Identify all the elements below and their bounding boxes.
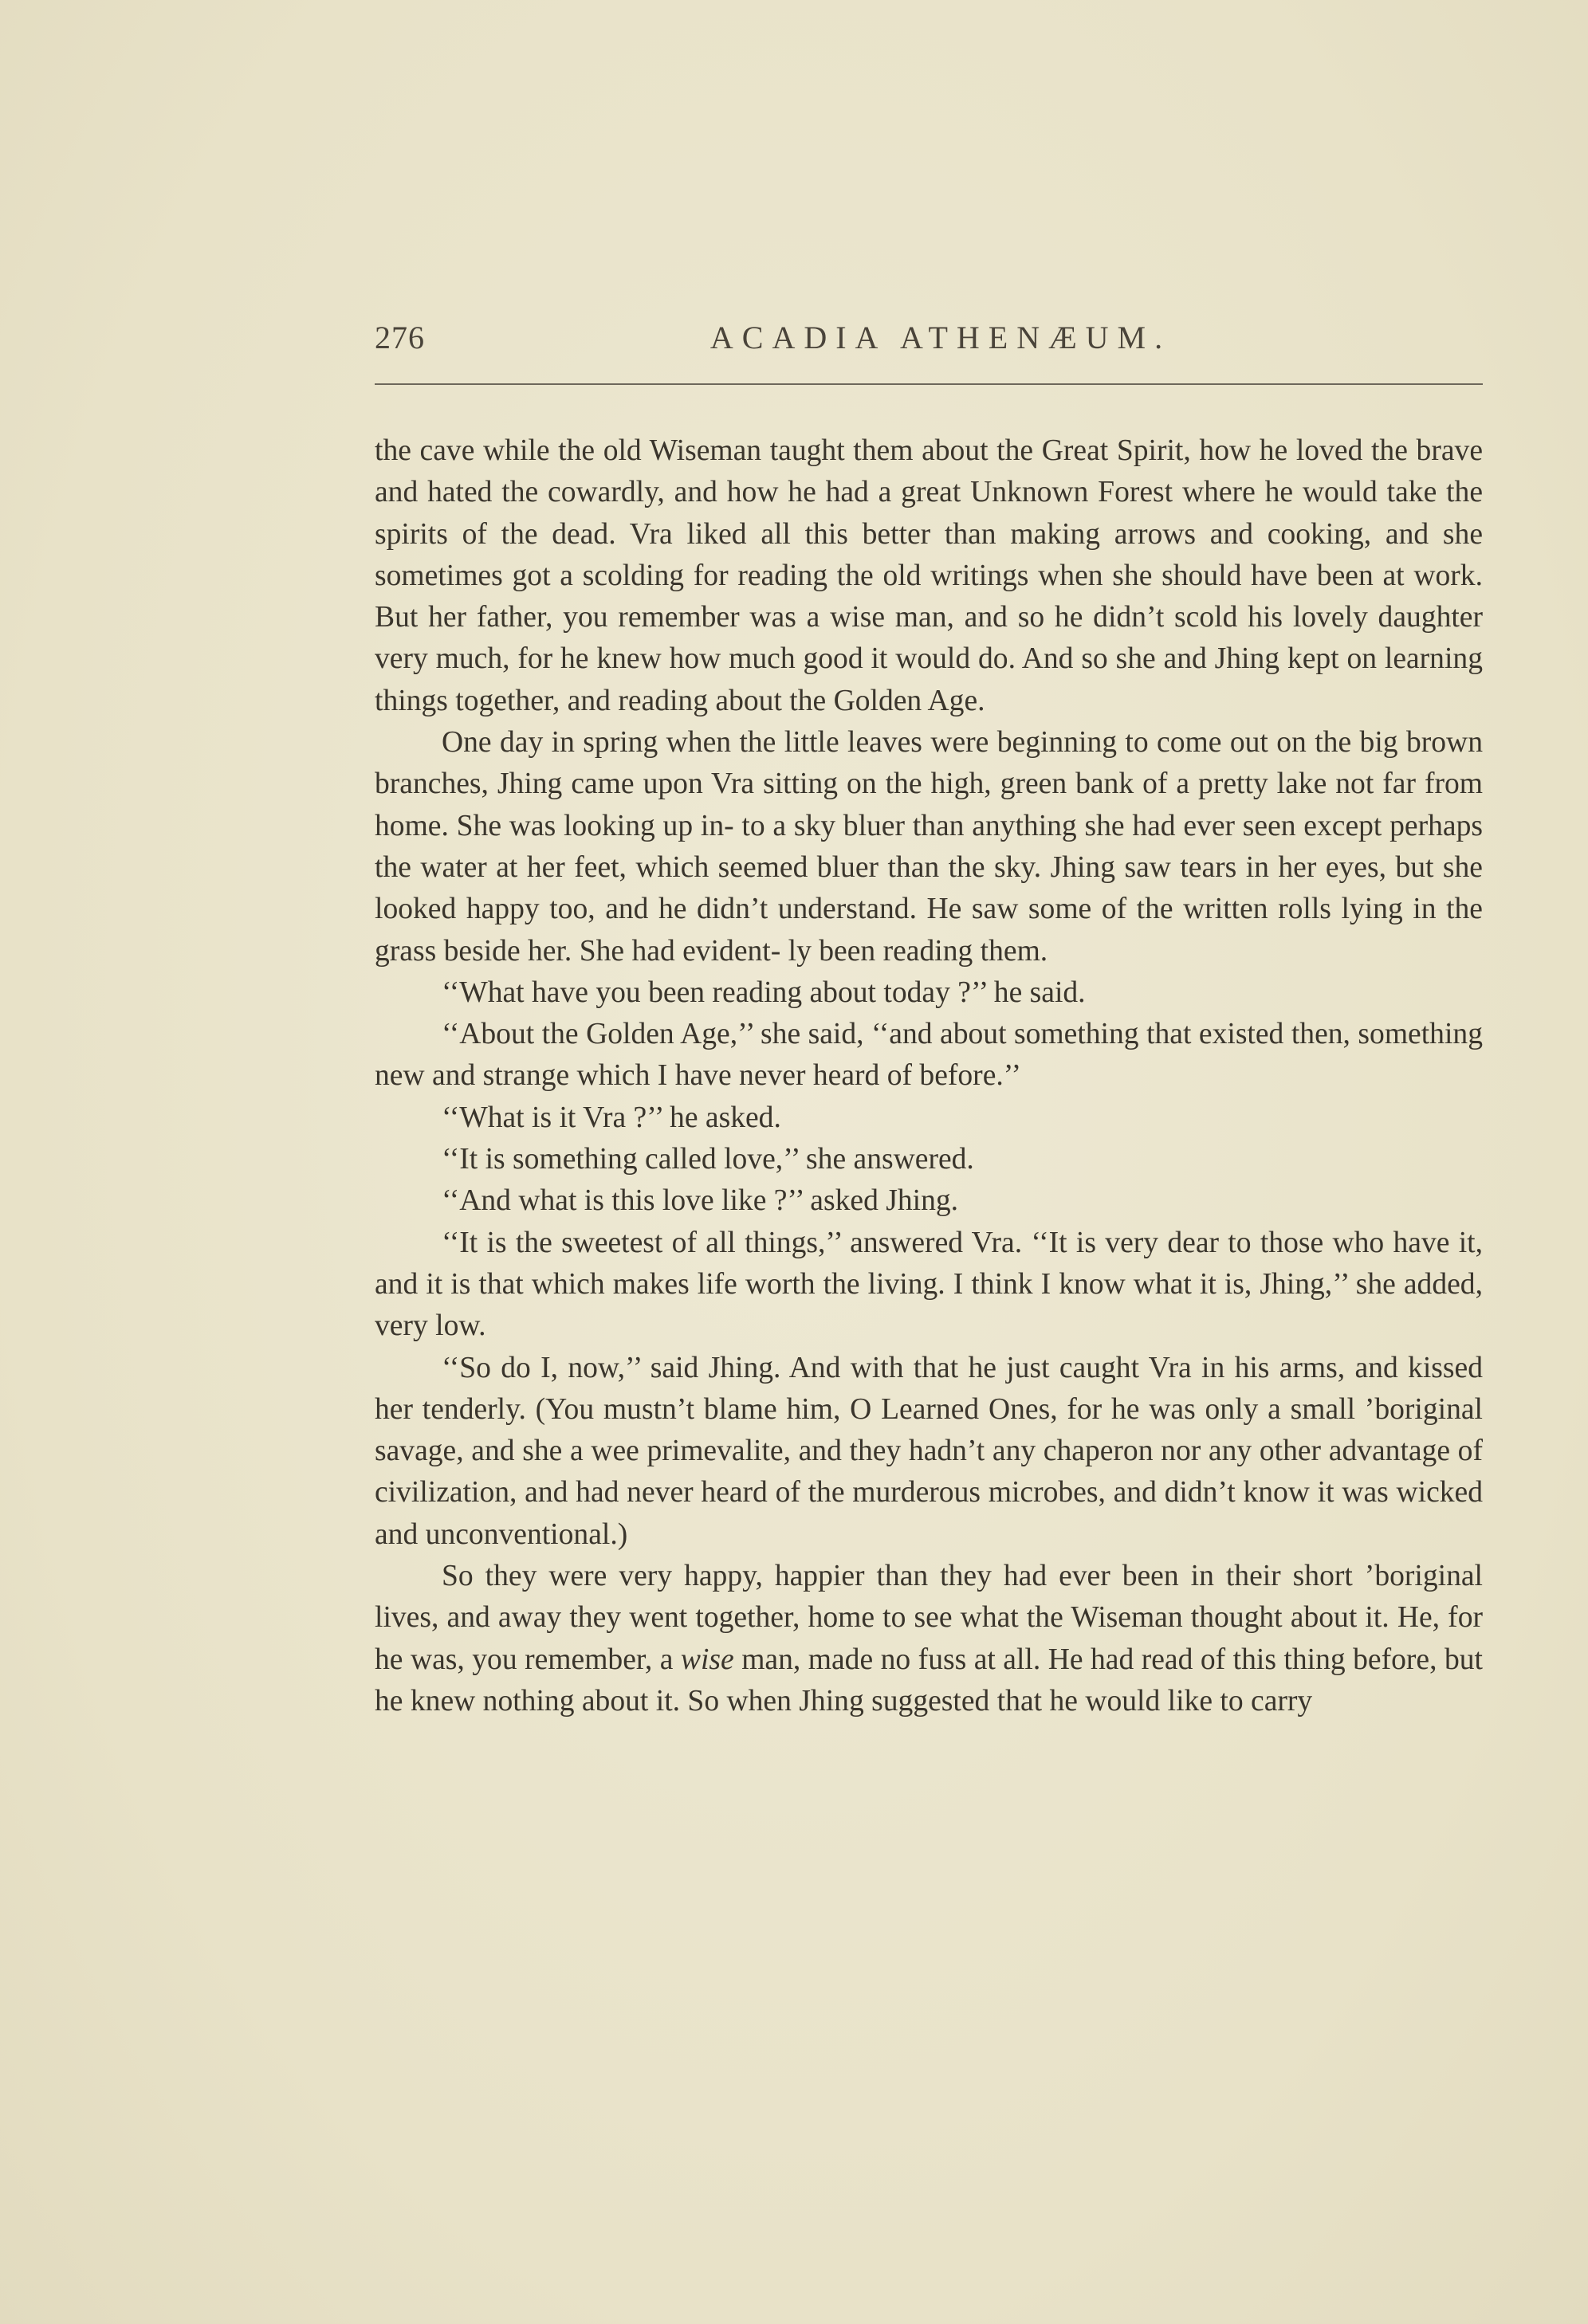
- paragraph: ‘‘So do I, now,’’ said Jhing. And with that he just caught Vra in his arms, and kissed her tenderly. (You mustn’t blame him, O Learned Ones, for he was only a small ’boriginal savage, and she a wee primevalite, and they hadn’t any chaperon nor any other advantage of civilization, and had never heard of the murderous microbes, and didn’t know it was wicked and unconventional.): [375, 1351, 1483, 1551]
- emphasized-word: wise: [680, 1643, 734, 1676]
- page-header: [375, 319, 1483, 367]
- paragraph: ‘‘About the Golden Age,’’ she said, ‘‘and about something that existed then, something new and strange which I have never heard of before.’’: [375, 1018, 1483, 1093]
- paragraph: ‘‘And what is this love like ?’’ asked Jhing.: [442, 1184, 959, 1218]
- paragraph: the cave while the old Wiseman taught them about the Great Spirit, how he loved the brave and hated the cowardly, and how he had a great Unknown Forest where he would take the spirits of the dead. Vra liked all this better than making arrows and cooking, and she sometimes got a scolding for reading the old writings when she should have been at work. But her father, you remember was a wise man, and so he didn’t scold his lovely daughter very much, for he knew how much good it would do. And so she and Jhing kept on learning things together, and reading about the Golden Age.: [375, 434, 1483, 717]
- book-page: [375, 319, 1483, 1717]
- paragraph: [375, 1556, 1483, 1722]
- paragraph: ‘‘It is something called love,’’ she answered.: [442, 1143, 974, 1176]
- paragraph: ‘‘What have you been reading about today ?’’ he said.: [442, 976, 1086, 1009]
- paragraph: ‘‘What is it Vra ?’’ he asked.: [442, 1101, 781, 1134]
- paragraph-text: man, made no fuss at all. He had read of this thing before, but he knew nothing about it. So when Jhing suggested that he would like to carry: [375, 1643, 1483, 1717]
- running-head: ACADIA ATHENÆUM.: [709, 320, 1172, 355]
- body-text: [375, 430, 1483, 1722]
- header-rule: [375, 383, 1483, 385]
- paragraph: One day in spring when the little leaves were beginning to come out on the big brown branches, Jhing came upon Vra sitting on the high, green bank of a pretty lake not far from home. She was looking up in- to a sky bluer than anything she had ever seen except perhaps the water at her feet, which seemed bluer than the sky. Jhing saw tears in her eyes, but she looked happy too, and he didn’t understand. He saw some of the written rolls lying in the grass beside her. She had evident- ly been reading them.: [375, 726, 1483, 968]
- paragraph: ‘‘It is the sweetest of all things,’’ answered Vra. ‘‘It is very dear to those who have it, and it is that which makes life worth the living. I think I know what it is, Jhing,’’ she added, very low.: [375, 1226, 1483, 1343]
- page-number: 276: [375, 320, 425, 355]
- paragraph-text: So they were very happy, happier than they had ever been in their short ’boriginal lives, and away they went together, home to see what the Wiseman thought about it. He, for he was, you remember, a: [375, 1560, 1483, 1676]
